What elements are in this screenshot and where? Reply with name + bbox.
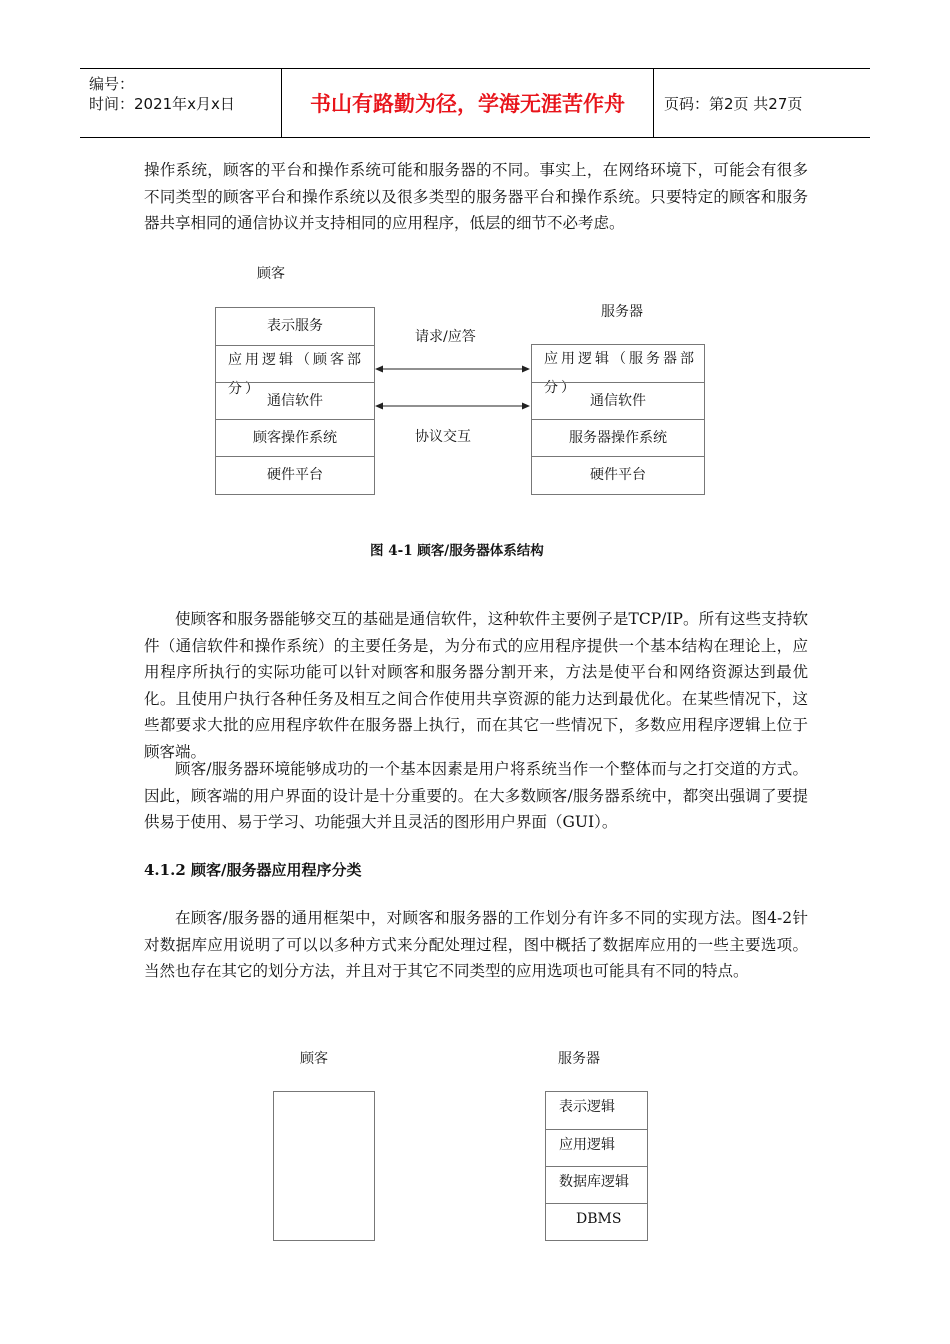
fig1-caption: 图 4-1 顾客/服务器体系结构 [370, 543, 544, 559]
fig1-server-layer: 通信软件 [532, 382, 704, 419]
fig1-client-stack [215, 307, 375, 495]
fig2-server-label: 服务器 [558, 1051, 600, 1067]
fig2-server-stack [545, 1091, 648, 1241]
fig1-request-arrow [375, 364, 530, 374]
header-motto: 书山有路勤为径，学海无涯苦作舟 [282, 69, 654, 137]
intro-paragraph: 操作系统，顾客的平台和操作系统可能和服务器的不同。事实上，在网络环境下，可能会有很多不同类型的顾客平台和操作系统以及很多类型的服务器平台和操作系统。只要特定的顾客和服务器共享相同的通信协议并支持相同的应用程序，低层的细节不必考虑。 [144, 161, 808, 232]
fig2-server-layer: DBMS [546, 1203, 647, 1240]
fig2-client-label: 顾客 [300, 1051, 328, 1067]
fig2-server-layer: 表示逻辑 [559, 1099, 615, 1115]
fig1-server-stack [531, 344, 705, 495]
doc-number-label: 编号： [89, 75, 135, 93]
section-paragraph: 在顾客/服务器的通用框架中，对顾客和服务器的工作划分有许多不同的实现方法。图4-2针对数据库应用说明了可以以多种方式来分配处理过程，图中概括了数据库应用的一些主要选项。当然也存在其它的划分方法，并且对于其它不同类型的应用选项也可能具有不同的特点。 [144, 909, 808, 980]
page-header [80, 68, 870, 138]
fig2-server-layer: 应用逻辑 [546, 1129, 647, 1166]
body-paragraph: 顾客/服务器环境能够成功的一个基本因素是用户将系统当作一个整体而与之打交道的方式。因此，顾客端的用户界面的设计是十分重要的。在大多数顾客/服务器系统中，都突出强调了要提供易于使用、易于学习、功能强大并且灵活的图形用户界面（GUI）。 [144, 760, 808, 831]
body-paragraph: 使顾客和服务器能够交互的基础是通信软件，这种软件主要例子是TCP/IP。所有这些支持软件（通信软件和操作系统）的主要任务是，为分布式的应用程序提供一个基本结构在理论上，应用程序所执行的实际功能可以针对顾客和服务器分割开来，方法是使平台和网络资源达到最优化。且使用户执行各种任务及相互之间合作使用共享资源的能力达到最优化。在某些情况下，这些都要求大批的应用程序软件在服务器上执行，而在其它一些情况下，多数应用程序逻辑上位于顾客端。 [144, 610, 808, 761]
fig1-server-layer: 硬件平台 [532, 456, 704, 493]
fig1-client-layer: 硬件平台 [216, 456, 374, 493]
doc-time-label: 时间：2021年x月x日 [89, 95, 235, 113]
fig1-client-layer: 表示服务 [267, 318, 323, 334]
fig2-server-layer: 数据库逻辑 [546, 1166, 647, 1203]
fig1-client-layer: 通信软件 [216, 382, 374, 419]
page-info: 页码：第2页 共27页 [664, 94, 803, 113]
fig1-client-layer: 应用逻辑（顾客部分） [216, 345, 374, 382]
fig1-server-layer: 应用逻辑（服务器部分） [544, 351, 697, 396]
fig1-protocol-label: 协议交互 [415, 429, 471, 445]
header-meta-cell [80, 69, 282, 137]
fig2-client-box [273, 1091, 375, 1241]
fig1-client-layer: 顾客操作系统 [216, 419, 374, 456]
fig1-client-label: 顾客 [257, 266, 285, 282]
fig1-protocol-arrow [375, 401, 530, 411]
fig1-server-layer: 服务器操作系统 [532, 419, 704, 456]
fig1-server-label: 服务器 [601, 304, 643, 320]
fig1-request-label: 请求/应答 [415, 329, 476, 345]
section-title: 4.1.2 顾客/服务器应用程序分类 [144, 861, 362, 879]
